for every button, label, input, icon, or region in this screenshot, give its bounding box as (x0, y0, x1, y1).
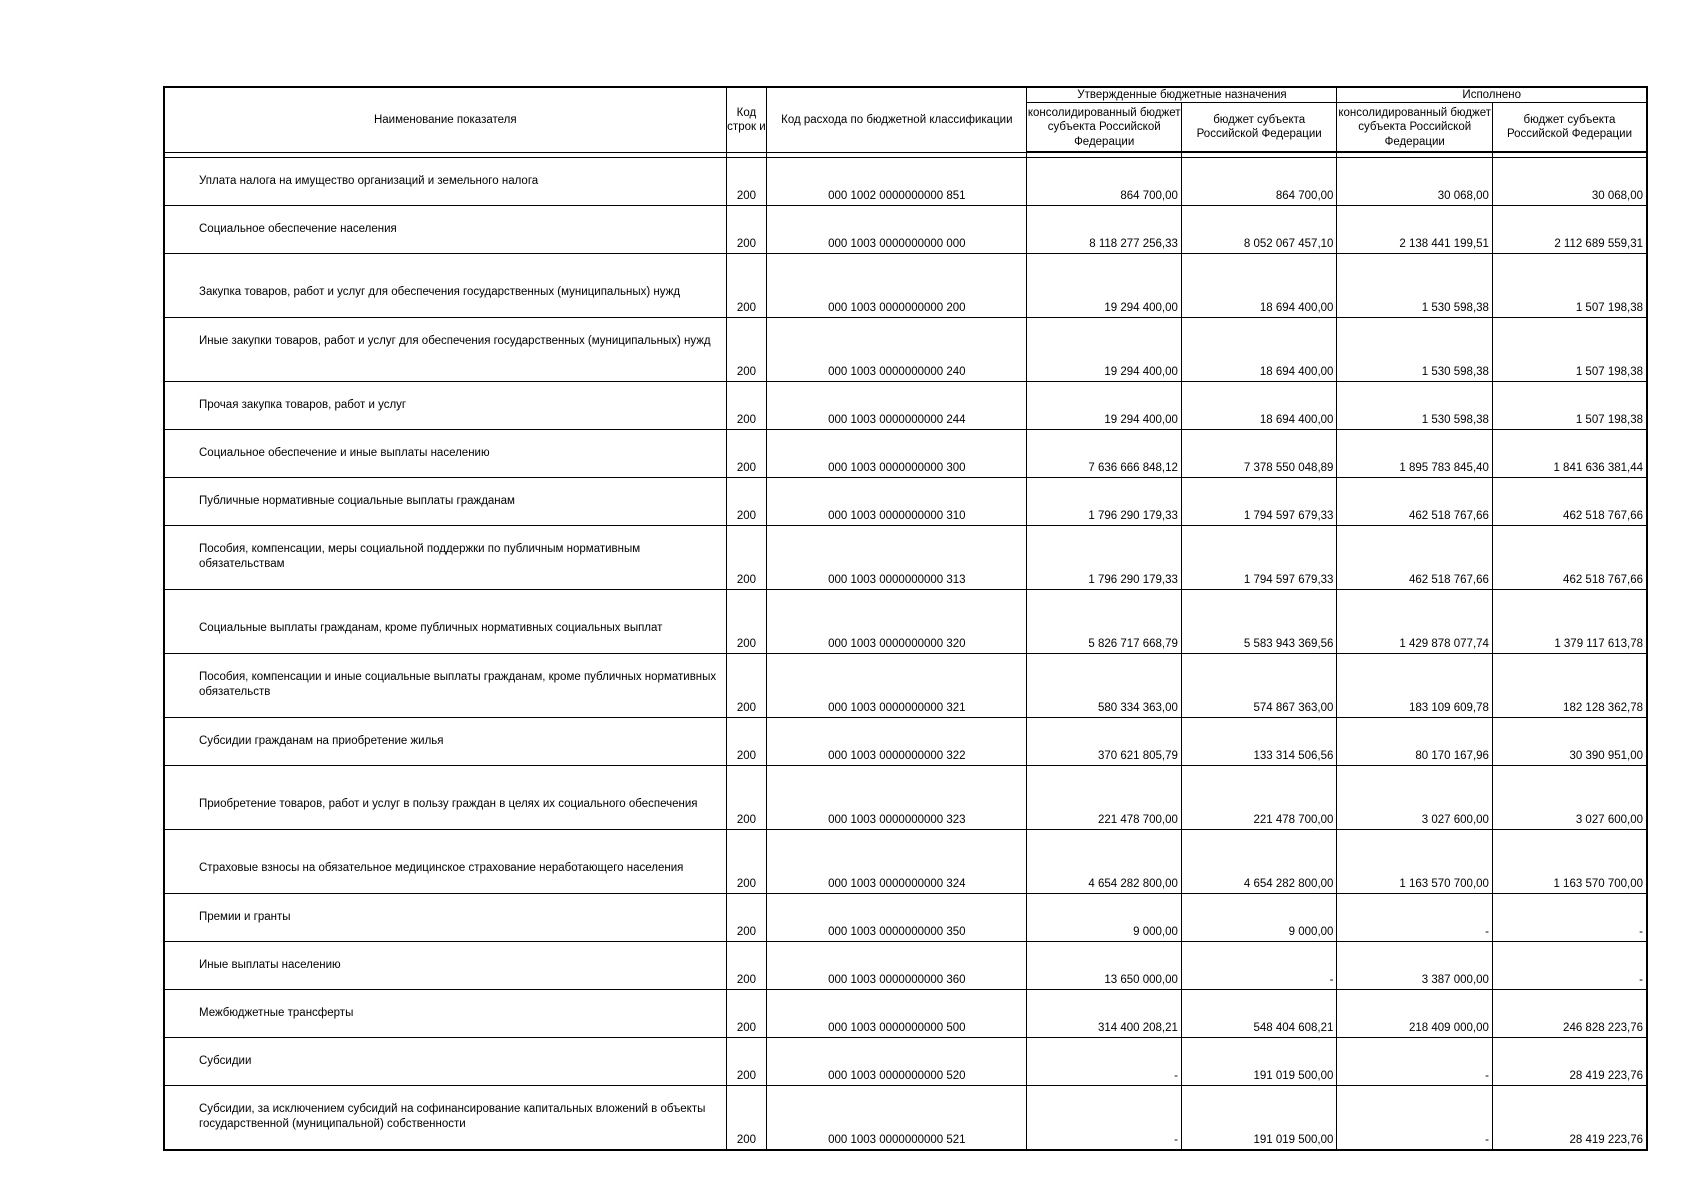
line-code-cell: 200 (726, 830, 767, 894)
budget-table-wrapper (163, 86, 1648, 1151)
line-code-cell: 200 (726, 206, 767, 254)
executed-consolidated-cell: 3 027 600,00 (1337, 766, 1493, 830)
table-header (164, 87, 1647, 152)
line-code-cell: 200 (726, 766, 767, 830)
line-code-cell: 200 (726, 990, 767, 1038)
approved-consolidated-cell: 19 294 400,00 (1027, 382, 1181, 430)
approved-consolidated-cell: 19 294 400,00 (1027, 318, 1181, 382)
table-row (164, 158, 1647, 206)
indicator-name-cell: Социальное обеспечение и иные выплаты населению (164, 430, 726, 478)
executed-subject-cell: - (1492, 942, 1647, 990)
approved-consolidated-cell: 370 621 805,79 (1027, 718, 1181, 766)
executed-consolidated-cell: 462 518 767,66 (1337, 526, 1493, 590)
table-row (164, 894, 1647, 942)
table-row (164, 590, 1647, 654)
executed-consolidated-cell: 1 530 598,38 (1337, 382, 1493, 430)
executed-subject-cell: 182 128 362,78 (1492, 654, 1647, 718)
budget-classification-cell: 000 1003 0000000000 240 (767, 318, 1027, 382)
indicator-name-cell: Премии и гранты (164, 894, 726, 942)
header-line-code: Код строк и (726, 87, 767, 152)
approved-subject-cell: 18 694 400,00 (1181, 254, 1337, 318)
header-approved-appropriations: Утвержденные бюджетные назначения (1027, 87, 1337, 103)
executed-consolidated-cell: - (1337, 894, 1493, 942)
indicator-name-cell: Иные закупки товаров, работ и услуг для обеспечения государственных (муниципальных) нужд (164, 318, 726, 382)
indicator-name-cell: Межбюджетные трансферты (164, 990, 726, 1038)
budget-classification-cell: 000 1003 0000000000 300 (767, 430, 1027, 478)
indicator-name-cell: Закупка товаров, работ и услуг для обеспечения государственных (муниципальных) нужд (164, 254, 726, 318)
header-indicator-name: Наименование показателя (164, 87, 726, 152)
table-row (164, 766, 1647, 830)
executed-subject-cell: 462 518 767,66 (1492, 478, 1647, 526)
table-row (164, 1086, 1647, 1150)
header-budget-classification-code: Код расхода по бюджетной классификации (767, 87, 1027, 152)
executed-consolidated-cell: 462 518 767,66 (1337, 478, 1493, 526)
executed-subject-cell: 462 518 767,66 (1492, 526, 1647, 590)
executed-subject-cell: 3 027 600,00 (1492, 766, 1647, 830)
executed-consolidated-cell: 1 530 598,38 (1337, 254, 1493, 318)
approved-subject-cell: 574 867 363,00 (1181, 654, 1337, 718)
executed-subject-cell: 1 163 570 700,00 (1492, 830, 1647, 894)
executed-consolidated-cell: 80 170 167,96 (1337, 718, 1493, 766)
approved-consolidated-cell: 8 118 277 256,33 (1027, 206, 1181, 254)
budget-execution-table (163, 86, 1648, 1151)
budget-classification-cell: 000 1003 0000000000 322 (767, 718, 1027, 766)
budget-classification-cell: 000 1003 0000000000 310 (767, 478, 1027, 526)
approved-consolidated-cell: 13 650 000,00 (1027, 942, 1181, 990)
line-code-cell: 200 (726, 318, 767, 382)
executed-subject-cell: - (1492, 894, 1647, 942)
budget-classification-cell: 000 1003 0000000000 521 (767, 1086, 1027, 1150)
approved-consolidated-cell: - (1027, 1086, 1181, 1150)
executed-consolidated-cell: 30 068,00 (1337, 158, 1493, 206)
approved-consolidated-cell: 4 654 282 800,00 (1027, 830, 1181, 894)
header-executed: Исполнено (1337, 87, 1647, 103)
budget-classification-cell: 000 1003 0000000000 321 (767, 654, 1027, 718)
indicator-name-cell: Пособия, компенсации и иные социальные выплаты гражданам, кроме публичных нормативных обязательств (164, 654, 726, 718)
executed-subject-cell: 30 390 951,00 (1492, 718, 1647, 766)
budget-classification-cell: 000 1003 0000000000 323 (767, 766, 1027, 830)
approved-subject-cell: 5 583 943 369,56 (1181, 590, 1337, 654)
executed-consolidated-cell: 1 429 878 077,74 (1337, 590, 1493, 654)
executed-subject-cell: 30 068,00 (1492, 158, 1647, 206)
indicator-name-cell: Социальное обеспечение населения (164, 206, 726, 254)
budget-classification-cell: 000 1002 0000000000 851 (767, 158, 1027, 206)
executed-subject-cell: 28 419 223,76 (1492, 1086, 1647, 1150)
executed-consolidated-cell: 1 895 783 845,40 (1337, 430, 1493, 478)
table-row (164, 430, 1647, 478)
approved-subject-cell: 18 694 400,00 (1181, 382, 1337, 430)
approved-subject-cell: 548 404 608,21 (1181, 990, 1337, 1038)
line-code-cell: 200 (726, 1086, 767, 1150)
approved-subject-cell: 1 794 597 679,33 (1181, 526, 1337, 590)
approved-consolidated-cell: 1 796 290 179,33 (1027, 478, 1181, 526)
approved-consolidated-cell: 864 700,00 (1027, 158, 1181, 206)
executed-consolidated-cell: 1 530 598,38 (1337, 318, 1493, 382)
indicator-name-cell: Приобретение товаров, работ и услуг в пользу граждан в целях их социального обеспечения (164, 766, 726, 830)
approved-subject-cell: 221 478 700,00 (1181, 766, 1337, 830)
indicator-name-cell: Иные выплаты населению (164, 942, 726, 990)
executed-subject-cell: 1 379 117 613,78 (1492, 590, 1647, 654)
table-row (164, 254, 1647, 318)
line-code-cell: 200 (726, 718, 767, 766)
budget-classification-cell: 000 1003 0000000000 320 (767, 590, 1027, 654)
executed-consolidated-cell: 1 163 570 700,00 (1337, 830, 1493, 894)
executed-subject-cell: 1 507 198,38 (1492, 318, 1647, 382)
budget-classification-cell: 000 1003 0000000000 200 (767, 254, 1027, 318)
approved-consolidated-cell: 221 478 700,00 (1027, 766, 1181, 830)
executed-consolidated-cell: - (1337, 1086, 1493, 1150)
table-row (164, 942, 1647, 990)
budget-classification-cell: 000 1003 0000000000 313 (767, 526, 1027, 590)
approved-consolidated-cell: 1 796 290 179,33 (1027, 526, 1181, 590)
approved-consolidated-cell: 5 826 717 668,79 (1027, 590, 1181, 654)
executed-consolidated-cell: 218 409 000,00 (1337, 990, 1493, 1038)
line-code-cell: 200 (726, 894, 767, 942)
indicator-name-cell: Публичные нормативные социальные выплаты гражданам (164, 478, 726, 526)
line-code-cell: 200 (726, 942, 767, 990)
approved-consolidated-cell: 9 000,00 (1027, 894, 1181, 942)
approved-subject-cell: 9 000,00 (1181, 894, 1337, 942)
approved-subject-cell: 1 794 597 679,33 (1181, 478, 1337, 526)
table-row (164, 318, 1647, 382)
budget-classification-cell: 000 1003 0000000000 000 (767, 206, 1027, 254)
line-code-cell: 200 (726, 382, 767, 430)
table-row (164, 990, 1647, 1038)
budget-classification-cell: 000 1003 0000000000 244 (767, 382, 1027, 430)
header-executed-consolidated: консолидированный бюджет субъекта Российской Федерации (1337, 103, 1493, 153)
executed-subject-cell: 1 507 198,38 (1492, 254, 1647, 318)
approved-subject-cell: 8 052 067 457,10 (1181, 206, 1337, 254)
line-code-cell: 200 (726, 654, 767, 718)
approved-subject-cell: - (1181, 942, 1337, 990)
executed-consolidated-cell: 3 387 000,00 (1337, 942, 1493, 990)
executed-subject-cell: 28 419 223,76 (1492, 1038, 1647, 1086)
approved-consolidated-cell: 314 400 208,21 (1027, 990, 1181, 1038)
indicator-name-cell: Страховые взносы на обязательное медицинское страхование неработающего населения (164, 830, 726, 894)
header-executed-subject: бюджет субъекта Российской Федерации (1492, 103, 1647, 153)
indicator-name-cell: Прочая закупка товаров, работ и услуг (164, 382, 726, 430)
indicator-name-cell: Пособия, компенсации, меры социальной поддержки по публичным нормативным обязательствам (164, 526, 726, 590)
approved-subject-cell: 4 654 282 800,00 (1181, 830, 1337, 894)
approved-subject-cell: 7 378 550 048,89 (1181, 430, 1337, 478)
executed-subject-cell: 2 112 689 559,31 (1492, 206, 1647, 254)
approved-subject-cell: 864 700,00 (1181, 158, 1337, 206)
executed-subject-cell: 1 507 198,38 (1492, 382, 1647, 430)
table-row (164, 478, 1647, 526)
indicator-name-cell: Социальные выплаты гражданам, кроме публичных нормативных социальных выплат (164, 590, 726, 654)
indicator-name-cell: Субсидии гражданам на приобретение жилья (164, 718, 726, 766)
indicator-name-cell: Субсидии, за исключением субсидий на софинансирование капитальных вложений в объекты государственной (муниципальной) собственности (164, 1086, 726, 1150)
table-row (164, 1038, 1647, 1086)
line-code-cell: 200 (726, 478, 767, 526)
approved-consolidated-cell: 7 636 666 848,12 (1027, 430, 1181, 478)
header-approved-subject: бюджет субъекта Российской Федерации (1181, 103, 1337, 153)
approved-subject-cell: 133 314 506,56 (1181, 718, 1337, 766)
table-row (164, 830, 1647, 894)
budget-classification-cell: 000 1003 0000000000 324 (767, 830, 1027, 894)
executed-consolidated-cell: - (1337, 1038, 1493, 1086)
table-row (164, 654, 1647, 718)
budget-classification-cell: 000 1003 0000000000 360 (767, 942, 1027, 990)
executed-consolidated-cell: 183 109 609,78 (1337, 654, 1493, 718)
approved-subject-cell: 191 019 500,00 (1181, 1086, 1337, 1150)
line-code-cell: 200 (726, 158, 767, 206)
approved-subject-cell: 18 694 400,00 (1181, 318, 1337, 382)
approved-subject-cell: 191 019 500,00 (1181, 1038, 1337, 1086)
table-row (164, 526, 1647, 590)
budget-classification-cell: 000 1003 0000000000 500 (767, 990, 1027, 1038)
table-row (164, 206, 1647, 254)
approved-consolidated-cell: 580 334 363,00 (1027, 654, 1181, 718)
budget-classification-cell: 000 1003 0000000000 350 (767, 894, 1027, 942)
executed-consolidated-cell: 2 138 441 199,51 (1337, 206, 1493, 254)
executed-subject-cell: 246 828 223,76 (1492, 990, 1647, 1038)
table-row (164, 382, 1647, 430)
table-row (164, 718, 1647, 766)
indicator-name-cell: Субсидии (164, 1038, 726, 1086)
line-code-cell: 200 (726, 526, 767, 590)
line-code-cell: 200 (726, 254, 767, 318)
line-code-cell: 200 (726, 590, 767, 654)
approved-consolidated-cell: 19 294 400,00 (1027, 254, 1181, 318)
line-code-cell: 200 (726, 430, 767, 478)
executed-subject-cell: 1 841 636 381,44 (1492, 430, 1647, 478)
approved-consolidated-cell: - (1027, 1038, 1181, 1086)
indicator-name-cell: Уплата налога на имущество организаций и земельного налога (164, 158, 726, 206)
table-body (164, 152, 1647, 1150)
budget-classification-cell: 000 1003 0000000000 520 (767, 1038, 1027, 1086)
header-approved-consolidated: консолидированный бюджет субъекта Российской Федерации (1027, 103, 1181, 153)
line-code-cell: 200 (726, 1038, 767, 1086)
